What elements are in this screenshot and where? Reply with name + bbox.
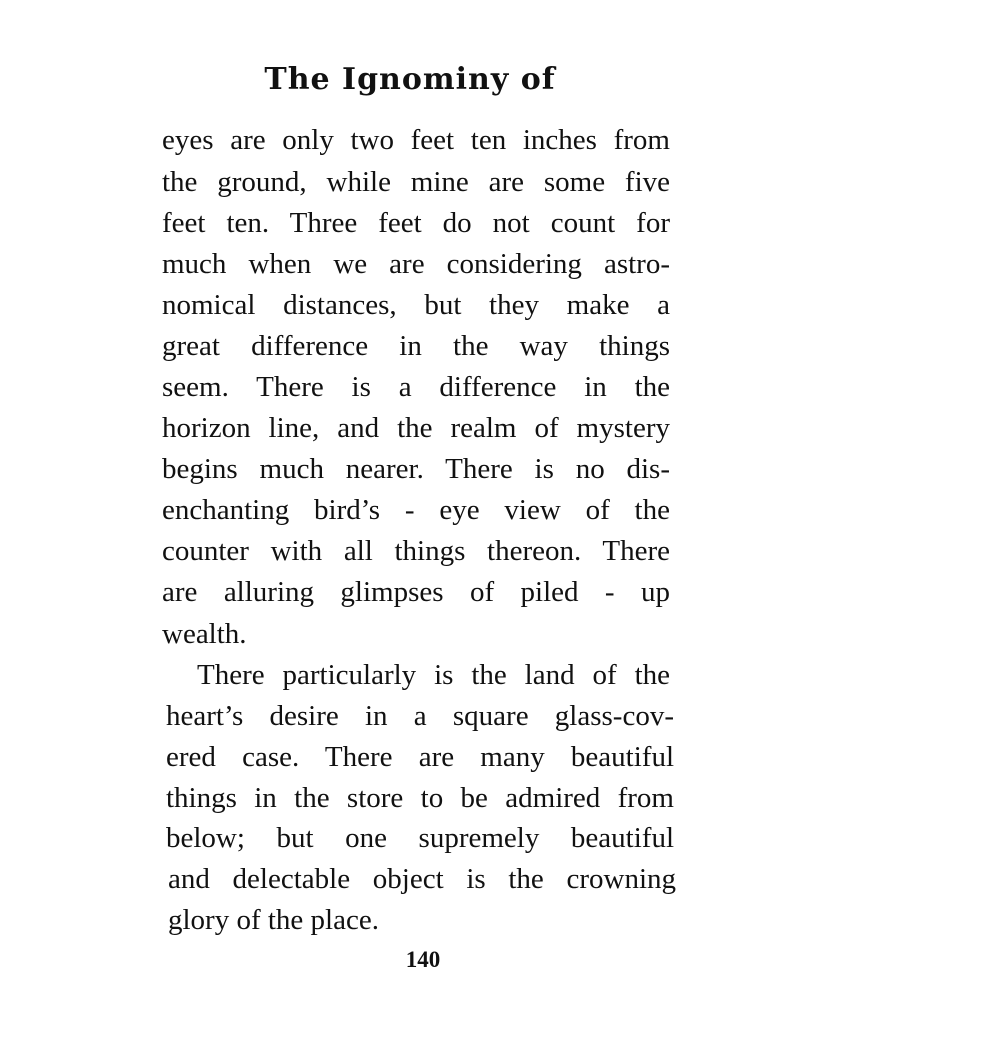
page-number: 140 <box>405 947 441 972</box>
text-line: ered case. There are many beautiful <box>166 741 674 773</box>
text-line: much when we are considering astro- <box>162 248 670 280</box>
paragraph-last-line: wealth. <box>162 618 247 650</box>
text-line: are alluring glimpses of piled - up <box>162 576 670 608</box>
text-line: things in the store to be admired from <box>166 782 674 814</box>
text-line: eyes are only two feet ten inches from <box>162 124 670 156</box>
text-line: seem. There is a difference in the <box>162 371 670 403</box>
text-line: counter with all things thereon. There <box>162 535 670 567</box>
text-line: great difference in the way things <box>162 330 670 362</box>
text-line: enchanting bird’s - eye view of the <box>162 494 670 526</box>
text-line: the ground, while mine are some five <box>162 166 670 198</box>
text-line: horizon line, and the realm of mystery <box>162 412 670 444</box>
paragraph-last-line: glory of the place. <box>168 904 379 936</box>
text-line: feet ten. Three feet do not count for <box>162 207 670 239</box>
text-line: and delectable object is the crowning <box>168 863 676 895</box>
text-line: heart’s desire in a square glass-cov- <box>166 700 674 732</box>
running-head: The Ignominy of <box>264 62 556 97</box>
paragraph-first-line: There particularly is the land of the <box>197 659 670 691</box>
text-line: below; but one supremely beautiful <box>166 822 674 854</box>
text-line: begins much nearer. There is no dis- <box>162 453 670 485</box>
text-line: nomical distances, but they make a <box>162 289 670 321</box>
